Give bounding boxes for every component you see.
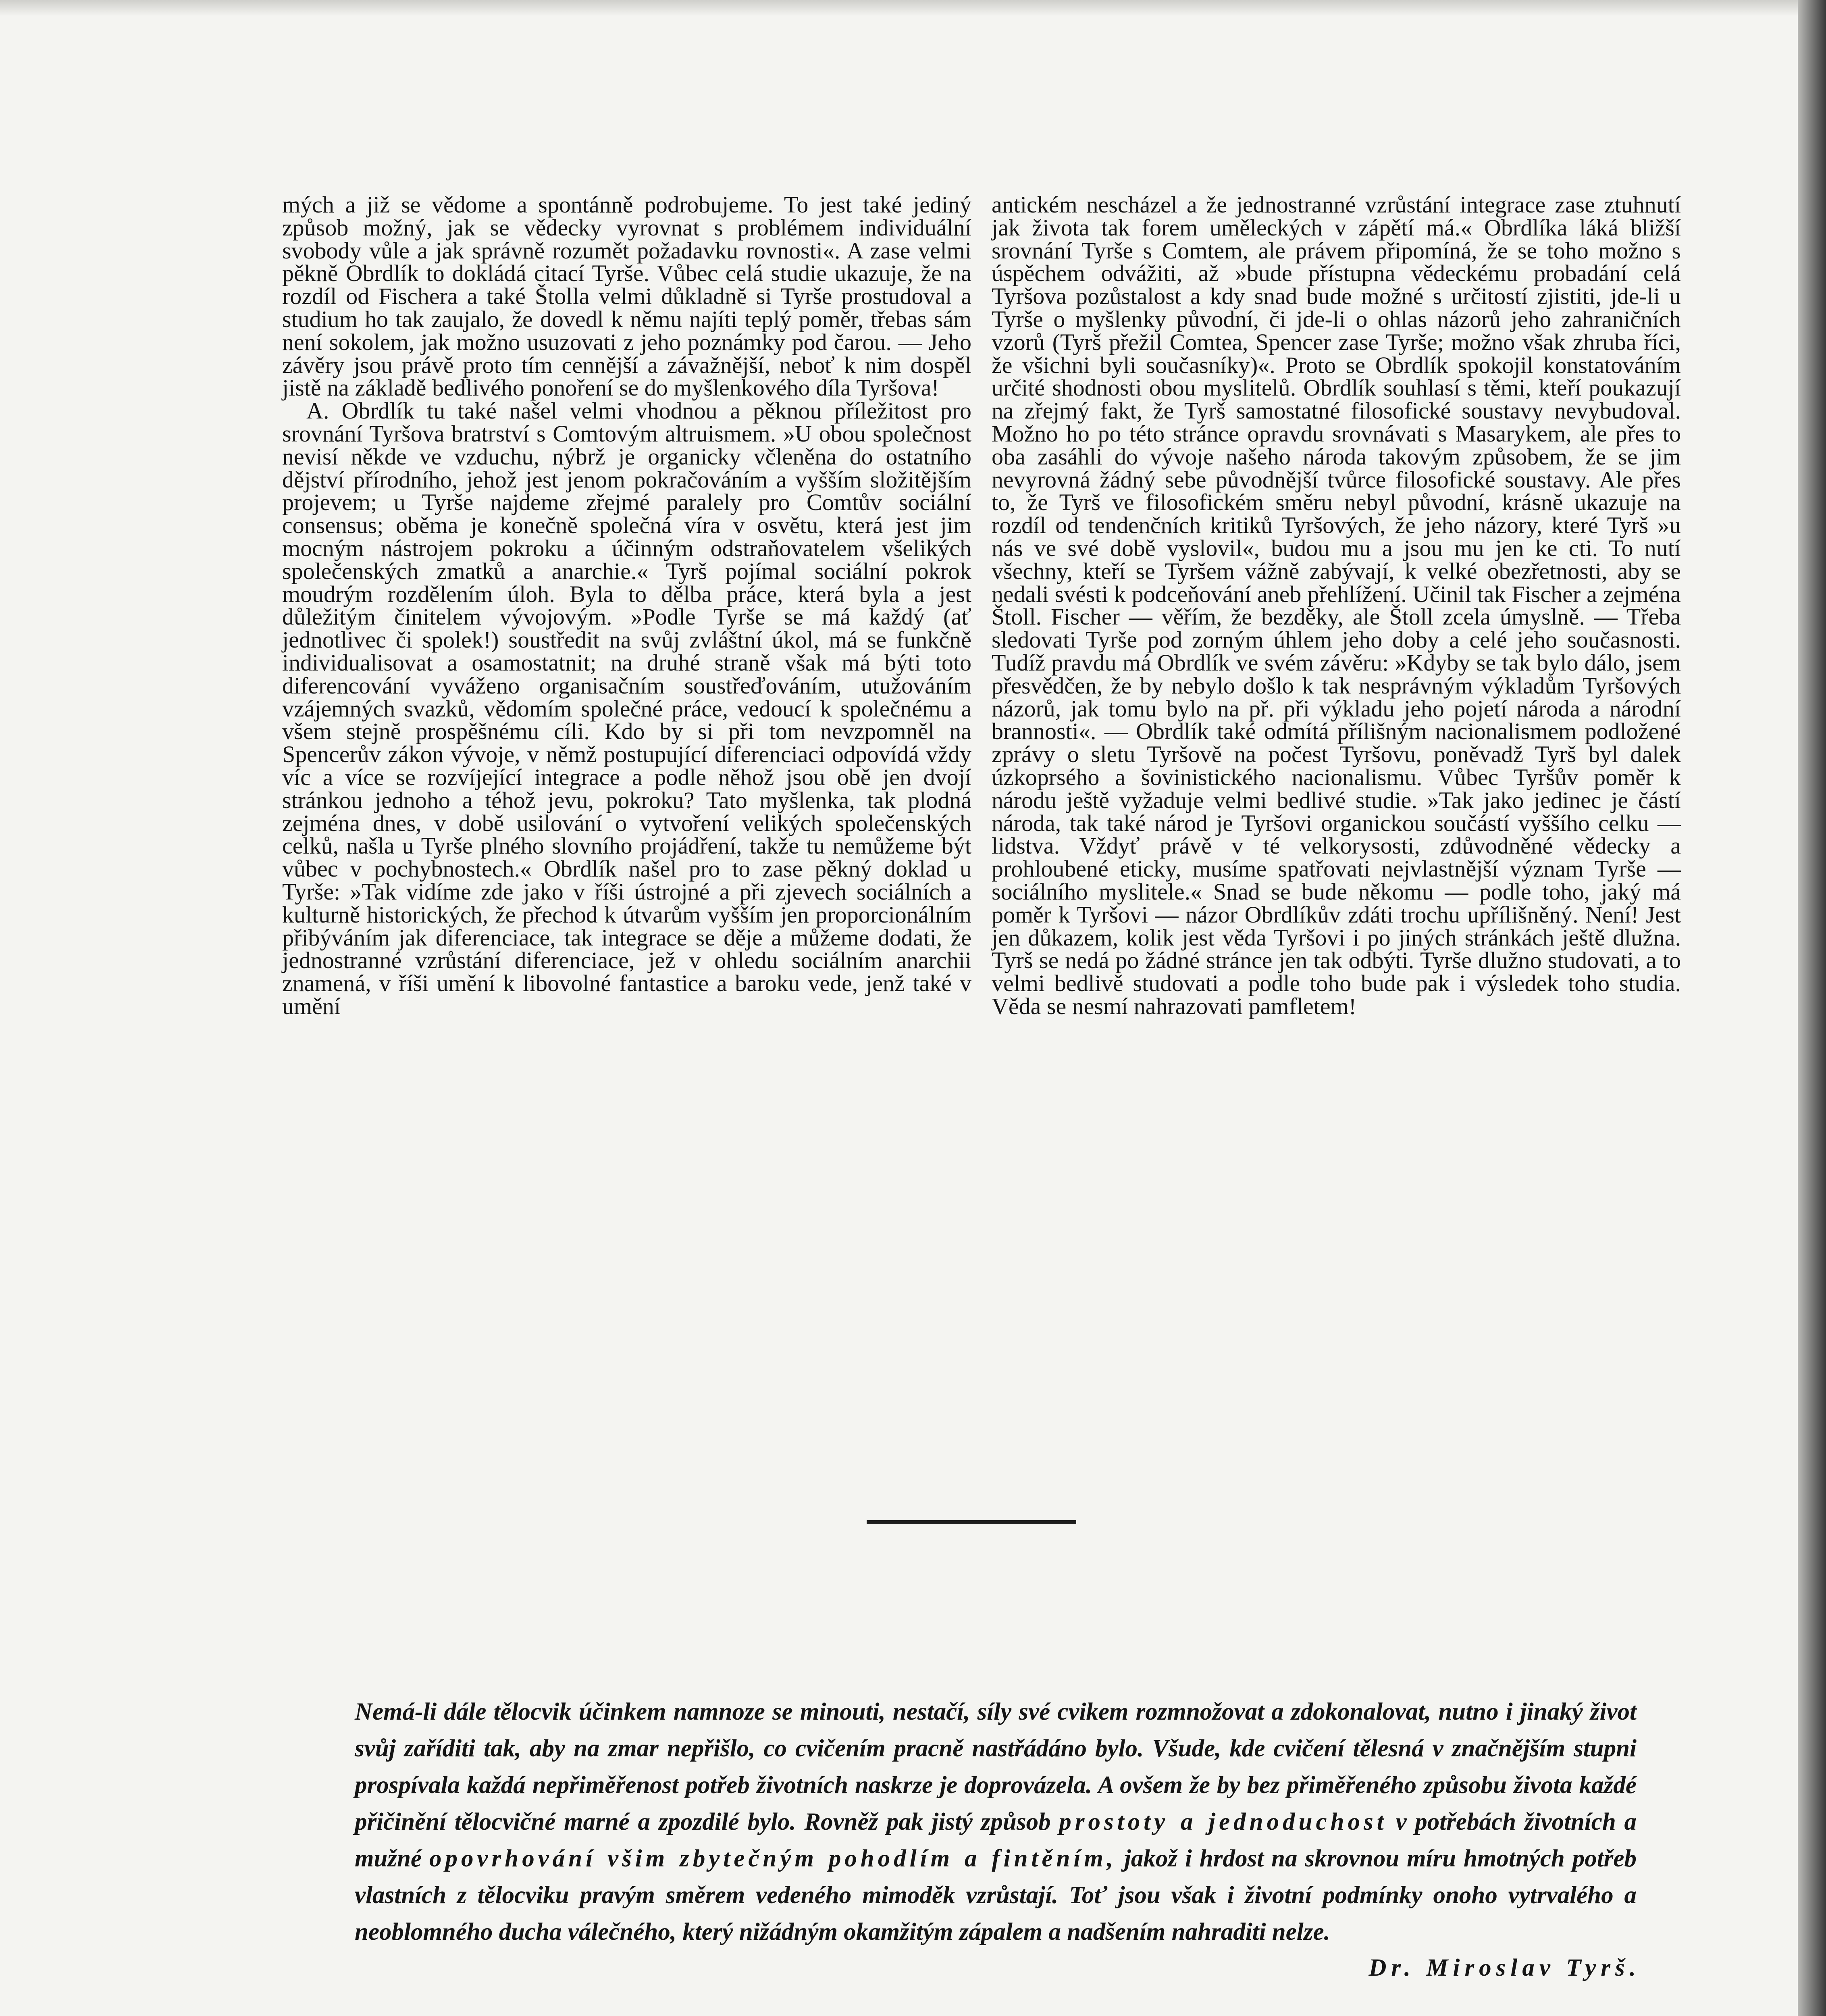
quote-text-1: Nemá-li dále tělocvik účinkem namnoze se minouti, nestačí, síly své cvikem rozmnožovat a zdokonalovat, nutno i jinaký život svůj zaříditi tak, aby na zmar nepřišlo, co cvičením pracně nastřádáno bylo. Všude, kde cvičení tělesná v značnějším stupni prospívala každá nepřiměřenost potřeb životních naskrze je doprovázela. A ovšem že by bez přiměřeného způsobu života každé přičinění tělocvičné marné a zpozdilé bylo. Rovněž pak jistý způsob (355, 1698, 1637, 1835)
quote-spaced-1: prostoty a jednoduchost (1059, 1808, 1387, 1835)
left-paragraph-2: A. Obrdlík tu také našel velmi vhodnou a pěknou příležitost pro srovnání Tyršova bratrství s Comtovým altruismem. »U obou společnost nevisí někde ve vzduchu, nýbrž je organicky včleněna do ostatního dějství přírodního, jehož jest jenom pokračováním a vyšším složitějším projevem; u Tyrše najdeme zřejmé paralely pro Comtův sociální consensus; oběma je konečně společná víra v osvětu, která jest jim mocným nástrojem pokroku a účinným odstraňovatelem všelikých společenských zmatků a anarchie.« Tyrš pojímal sociální pokrok moudrým rozdělením úloh. Byla to dělba práce, která byla a jest důležitým činitelem vývojovým. »Podle Tyrše se má každý (ať jednotlivec či spolek!) soustředit na svůj zvláštní úkol, má se funkčně individualisovat a osamostatnit; na druhé straně však má býti toto diferencování vyváženo organisačním soustřeďováním, utužováním vzájemných svazků, vědomím společné práce, vedoucí k společnému a všem stejně prospěšnému cíli. Kdo by si při tom nevzpomněl na Spencerův zákon vývoje, v němž postupující diferenciaci odpovídá vždy víc a více se rozvíjející integrace a podle něhož jsou obě jen dvojí stránkou jednoho a téhož jevu, pokroku? Tato myšlenka, tak plodná zejména dnes, v době usilování o vytvoření velikých společenských celků, našla u Tyrše plného slovního projádření, takže tu nemůžeme být vůbec v pochybnostech.« Obrdlík našel pro to zase pěkný doklad u Tyrše: »Tak vidíme zde jako v říši ústrojné a při zjevech sociálních a kulturně historických, že přechod k útvarům vyšším jen proporcionálním přibýváním jak diferenciace, tak integrace se děje a můžeme dodati, že jednostranné vzrůstání diferenciace, jež v ohledu sociálním anarchii znamená, v říši umění k libovolné fantastice a baroku vede, jenž také v umění (282, 398, 971, 1019)
right-paragraph-1: antickém nescházel a že jednostranné vzrůstání integrace zase ztuhnutí jak života tak forem uměleckých v zápětí má.« Obrdlíka láká bližší srovnání Tyrše s Comtem, ale právem připomíná, že se toho možno s úspěchem odvážiti, až »bude přístupna vědeckému probadání celá Tyršova pozůstalost a kdy snad bude možné s určitostí zjistiti, jde-li u Tyrše o myšlenky původní, či jde-li o ohlas názorů jeho zahraničních vzorů (Tyrš přežil Comtea, Spencer zase Tyrše; možno však zhruba říci, že všichni byli současníky)«. Proto se Obrdlík spokojil konstatováním určité shodnosti obou myslitelů. Obrdlík souhlasí s těmi, kteří poukazují na zřejmý fakt, že Tyrš samostatné filosofické soustavy nevybudoval. Možno ho po této stránce opravdu srovnávati s Masarykem, ale přes to oba zasáhli do vývoje našeho národa takovým způsobem, že se jim nevyrovná žádný sebe původnější tvůrce filosofické soustavy. Ale přes to, že Tyrš ve filosofickém směru nebyl původní, krásně ukazuje na rozdíl od tendenčních kritiků Tyršových, že jeho názory, které Tyrš »u nás ve své době vyslovil«, budou mu a jsou mu jen ke cti. To nutí všechny, kteří se Tyršem vážně zabývají, k velké obezřetnosti, aby se nedali svésti k podceňování aneb přehlížení. Učinil tak Fischer a zejména Štoll. Fischer — věřím, že bezděky, ale Štoll zcela úmyslně. — Třeba sledovati Tyrše pod zorným úhlem jeho doby a celé jeho současnosti. Tudíž pravdu má Obrdlík ve svém závěru: »Kdyby se tak bylo dálo, jsem přesvědčen, že by nebylo došlo k tak nesprávným výkladům Tyršových názorů, jak tomu bylo na př. při výkladu jeho pojetí národa a národní brannosti«. — Obrdlík také odmítá přílišným nacionalismem podložené zprávy o sletu Tyršově na počest Tyršovu, poněvadž Tyrš byl dalek úzkoprsého a šovinistického nacionalismu. Vůbec Tyršův poměr k národu ještě vyžaduje velmi bedlivé studie. »Tak jako jedinec je částí národa, tak také národ je Tyršovi organickou součástí vyššího celku — lidstva. Vždyť právě v té velkorysosti, zdůvodněné vědecky a prohloubené eticky, musíme spatřovati nejvlastnější význam Tyrše — sociálního myslitele.« Snad se bude někomu — podle toho, jaký má poměr k Tyršovi — názor Obrdlíkův zdáti trochu upřílišněný. Není! Jest jen důkazem, kolik jest věda Tyršovi i po jiných stránkách ještě dlužna. Tyrš se nedá po žádné stránce jen tak odbýti. Tyrše dlužno studovati, a to velmi bedlivě studovati a podle toho bude pak i výsledek toho studia. Věda se nesmí nahrazovati pamfletem! (992, 192, 1681, 1019)
page-edge (1798, 0, 1826, 2016)
quote-signature: Dr. Miroslav Tyrš. (1368, 1954, 1641, 1981)
section-divider (867, 1520, 1076, 1524)
quote-text-3: jakož i hrdost na skrovnou míru hmotných potřeb vlastních z tělocviku pravým směrem vedeného mimoděk vzrůstají. Toť jsou však i životní podmínky onoho vytrvalého a neoblomného ducha válečného, který nižádným okamžitým zápalem a nadšením nahraditi nelze. (355, 1845, 1637, 1945)
left-paragraph-1: mých a již se vědome a spontánně podrobujeme. To jest také jediný způsob možný, jak se vědecky vyrovnat s problémem individuální svobody vůle a jak správně rozumět požadavku rovnosti«. A zase velmi pěkně Obrdlík to dokládá citací Tyrše. Vůbec celá studie ukazuje, že na rozdíl od Fischera a také Štolla velmi důkladně si Tyrše prostudoval a studium ho tak zaujalo, že dovedl k němu najíti teplý poměr, třebas sám není sokolem, jak možno usuzovati z jeho poznámky pod čarou. — Jeho závěry jsou právě proto tím cennější a závažnější, neboť k nim dospěl jistě na základě bedlivého ponoření se do myšlenkového díla Tyršova! (282, 192, 971, 401)
right-column (992, 194, 1681, 1018)
page-top-shadow (0, 0, 1826, 16)
quote-spaced-2: opovrhování všim zbytečným pohodlím a fintěním, (429, 1845, 1117, 1872)
quote-text-2: v potřebách životních a mužné (355, 1808, 1637, 1872)
tyrs-quote (355, 1693, 1637, 1950)
left-column (282, 194, 971, 1018)
